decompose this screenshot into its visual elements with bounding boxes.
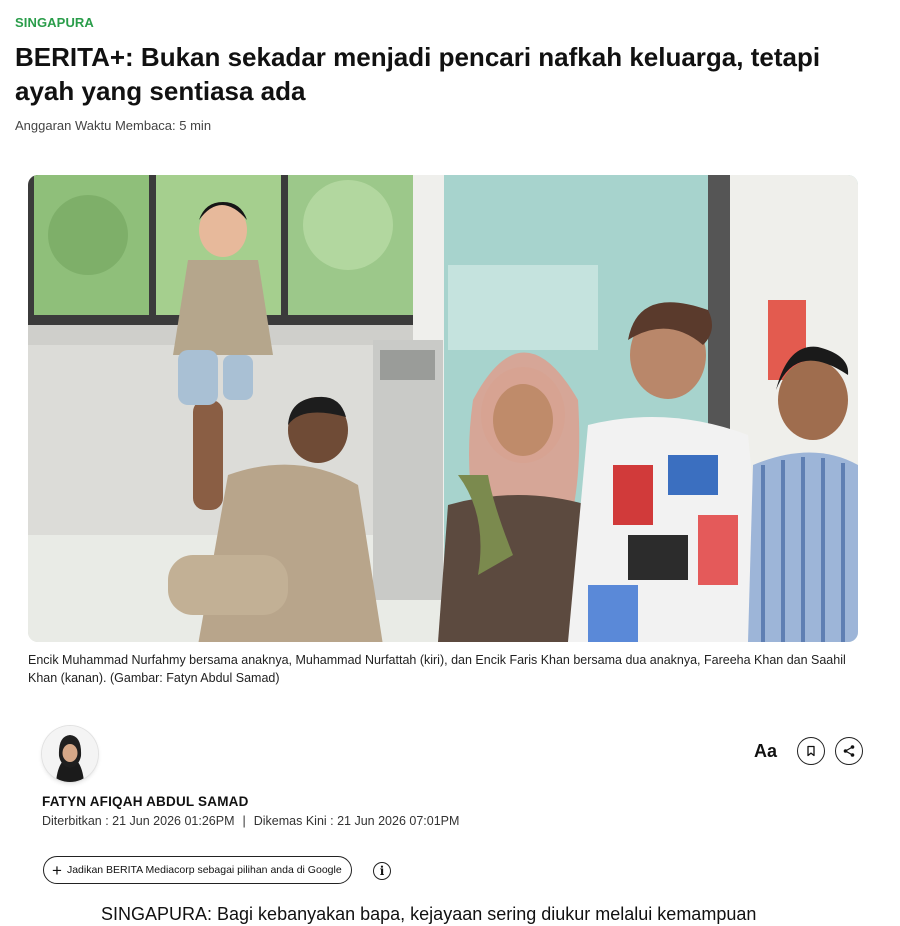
bookmark-icon	[805, 745, 817, 757]
google-cta-label: Jadikan BERITA Mediacorp sebagai pilihan anda di Google	[66, 864, 342, 876]
avatar-portrait	[42, 726, 98, 782]
updated-date: Dikemas Kini : 21 Jun 2026 07:01PM	[253, 814, 460, 828]
article-tools	[754, 737, 863, 765]
plus-icon: +	[52, 860, 62, 880]
image-caption: Encik Muhammad Nurfahmy bersama anaknya, Muhammad Nurfattah (kiri), dan Encik Faris Khan bersama dua anaknya, Fareeha Khan dan Saahil Khan (kanan). (Gambar: Fatyn Abdul Samad)	[28, 653, 846, 685]
published-date: Diterbitkan : 21 Jun 2026 01:26PM	[42, 814, 235, 828]
article-body-first-line: SINGAPURA: Bagi kebanyakan bapa, kejayaan sering diukur melalui kemampuan	[101, 904, 757, 924]
section-category[interactable]: SINGAPURA	[15, 15, 94, 30]
google-preferred-source-button[interactable]	[43, 856, 352, 884]
share-icon	[842, 744, 856, 758]
bookmark-button[interactable]	[797, 737, 825, 765]
article-headline: BERITA+: Bukan sekadar menjadi pencari nafkah keluarga, tetapi ayah yang sentiasa ada	[15, 42, 821, 106]
share-button[interactable]	[835, 737, 863, 765]
article-photo	[28, 175, 858, 642]
read-time: Anggaran Waktu Membaca: 5 min	[15, 118, 212, 133]
date-separator: |	[242, 814, 246, 828]
font-size-button[interactable]: Aa	[754, 740, 778, 761]
author-avatar[interactable]	[42, 726, 98, 782]
info-icon[interactable]: i	[373, 862, 391, 880]
author-name[interactable]: FATYN AFIQAH ABDUL SAMAD	[42, 794, 249, 809]
publish-dates	[42, 814, 459, 828]
